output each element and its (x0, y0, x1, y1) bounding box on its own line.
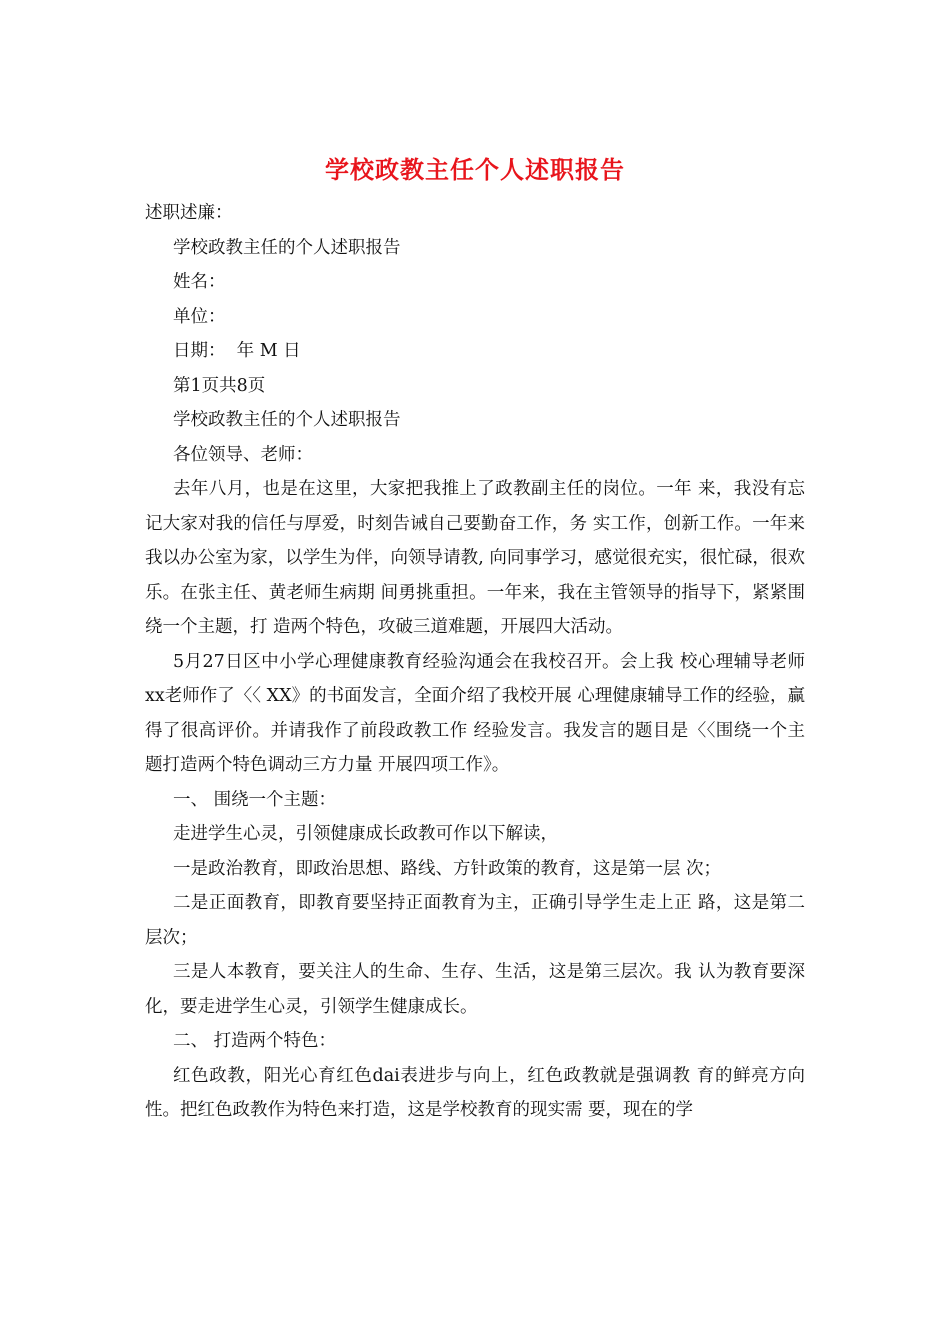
date-line: 日期： 年 M 日 (173, 341, 301, 361)
section-heading: 二、 打造两个特色： (173, 1031, 337, 1051)
paragraph: 二是正面教育，即教育要坚持正面教育为主，正确引导学生走上正 路，这是第二层次； (145, 893, 805, 948)
page-info-line: 第1页共8页 (173, 375, 266, 396)
paragraph: 三是人本教育，要关注人的生命、生存、生活，这是第三层次。我 认为教育要深化，要走进学生心灵，引领学生健康成长。 (145, 962, 805, 1017)
document-title: 学校政教主任个人述职报告 (325, 155, 625, 184)
subtitle-line: 学校政教主任的个人述职报告 (173, 237, 401, 258)
section-heading: 一、 围绕一个主题： (173, 789, 337, 810)
document-body (145, 196, 805, 1128)
paragraph: 红色政教，阳光心育红色dai表进步与向上，红色政教就是强调教 育的鲜亮方向性。把红色政教作为特色来打造，这是学校教育的现实需 要，现在的学 (145, 1065, 805, 1120)
paragraph: 5月27日区中小学心理健康教育经验沟通会在我校召开。会上我 校心理辅导老师xx老师作了〈〈 XX》的书面发言，全面介绍了我校开展 心理健康辅导工作的经验，赢得了很高评价。并请我作了前段政教工作 经验发言。我发言的题目是〈〈围绕一个主题打造两个特色调动三方力量 开展四项工作》。 (145, 651, 805, 775)
category-line: 述职述廉： (145, 203, 233, 223)
subtitle-repeat-line: 学校政教主任的个人述职报告 (173, 410, 401, 430)
paragraph: 一是政治教育，即政治思想、路线、方针政策的教育，这是第一层 次； (173, 858, 722, 879)
name-line: 姓名： (173, 272, 226, 292)
unit-line: 单位： (173, 306, 226, 327)
paragraph: 去年八月，也是在这里，大家把我推上了政教副主任的岗位。一年 来，我没有忘记大家对我的信任与厚爱，时刻告诫自己要勤奋工作，务 实工作，创新工作。一年来我以办公室为家，以学生为伴，向领导请教, 向同事学习，感觉很充实，很忙碌，很欢乐。在张主任、黄老师生病期 间勇挑重担。一年来，我在主管领导的指导下，紧紧围绕一个主题，打 造两个特色，攻破三道难题，开展四大活动。 (145, 479, 805, 637)
greeting-line: 各位领导、老师： (173, 444, 313, 465)
paragraph: 走进学生心灵，引领健康成长政教可作以下解读， (173, 824, 558, 844)
